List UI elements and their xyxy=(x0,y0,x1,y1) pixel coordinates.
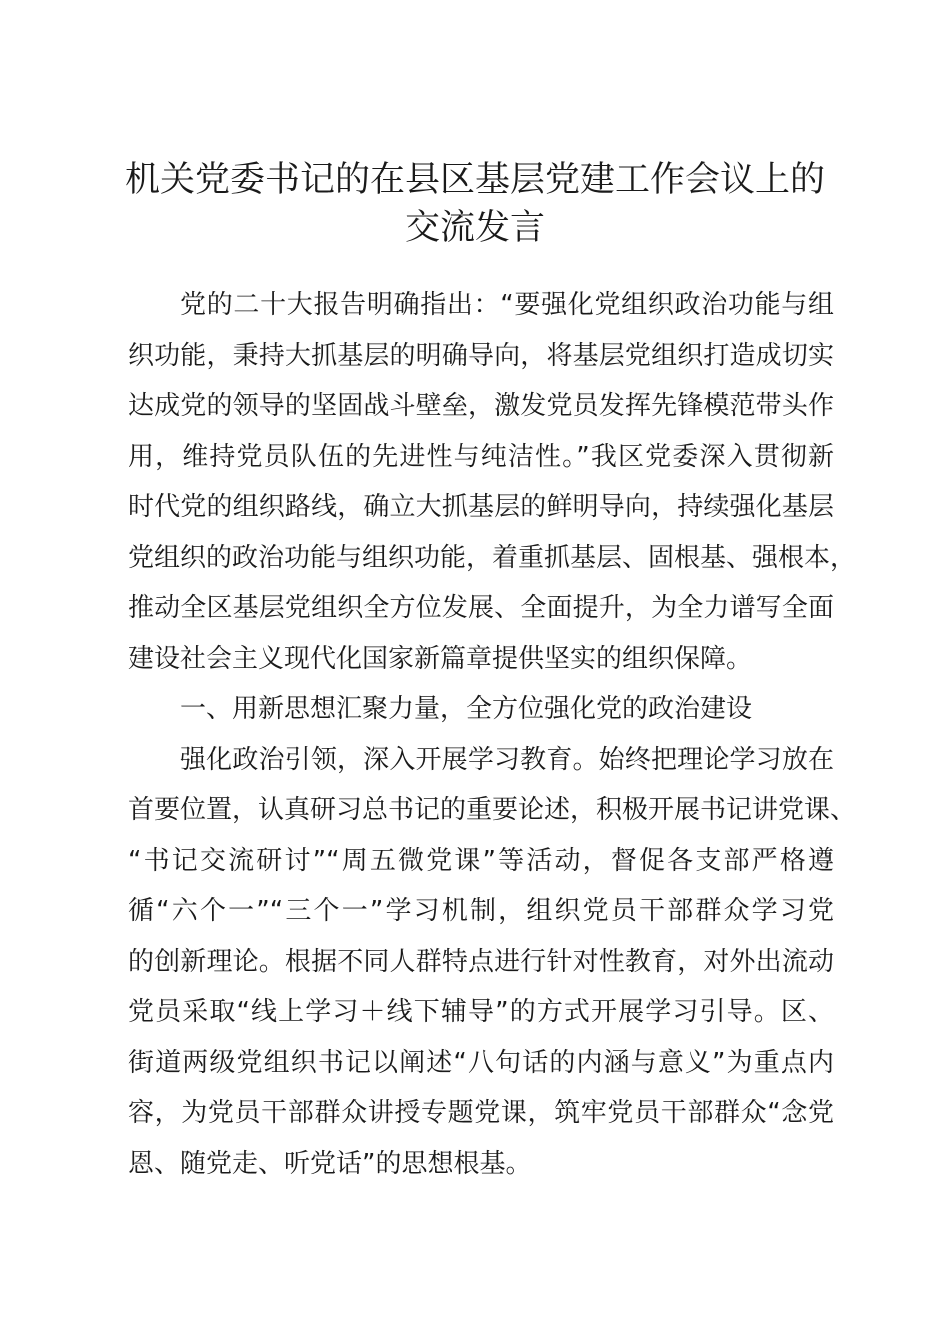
text-line: “书记交流研讨”“周五微党课”等活动，督促各支部严格遵 xyxy=(128,845,834,876)
text-line: 党组织的政治功能与组织功能，着重抓基层、固根基、强根本， xyxy=(128,542,857,573)
document-body xyxy=(128,280,857,1189)
title-line-2: 交流发言 xyxy=(404,208,545,248)
text-line: 党的二十大报告明确指出：“要强化党组织政治功能与组 xyxy=(180,290,834,320)
heading-line: 一、用新思想汇聚力量，全方位强化党的政治建设 xyxy=(180,694,753,724)
text-line: 建设社会主义现代化国家新篇章提供坚实的组织保障。 xyxy=(128,643,753,674)
text-line: 循“六个一”“三个一”学习机制，组织党员干部群众学习党 xyxy=(128,896,834,926)
text-line: 恩、随党走、听党话”的思想根基。 xyxy=(128,1148,532,1179)
text-line: 推动全区基层党组织全方位发展、全面提升，为全力谱写全面 xyxy=(128,593,834,623)
section-heading xyxy=(128,684,834,735)
text-line: 容，为党员干部群众讲授专题党课，筑牢党员干部群众“念党 xyxy=(128,1098,834,1128)
text-line: 的创新理论。根据不同人群特点进行针对性教育，对外出流动 xyxy=(128,946,834,977)
text-line: 强化政治引领，深入开展学习教育。始终把理论学习放在 xyxy=(180,744,834,775)
title-line-1: 机关党委书记的在县区基层党建工作会议上的 xyxy=(124,160,825,200)
text-line: 党员采取“线上学习＋线下辅导”的方式开展学习引导。区、 xyxy=(128,997,834,1027)
text-line: 首要位置，认真研习总书记的重要论述，积极开展书记讲党课、 xyxy=(128,795,857,825)
text-line: 织功能，秉持大抓基层的明确导向，将基层党组织打造成切实 xyxy=(128,340,834,371)
paragraph-intro xyxy=(128,280,857,684)
text-line: 时代党的组织路线，确立大抓基层的鲜明导向，持续强化基层 xyxy=(128,492,834,522)
paragraph-section-1 xyxy=(128,735,857,1190)
document-title xyxy=(100,156,850,252)
text-line: 用，维持党员队伍的先进性与纯洁性。”我区党委深入贯彻新 xyxy=(128,441,834,472)
text-line: 街道两级党组织书记以阐述“八句话的内涵与意义”为重点内 xyxy=(128,1047,834,1078)
text-line: 达成党的领导的坚固战斗壁垒，激发党员发挥先锋模范带头作 xyxy=(128,391,834,421)
